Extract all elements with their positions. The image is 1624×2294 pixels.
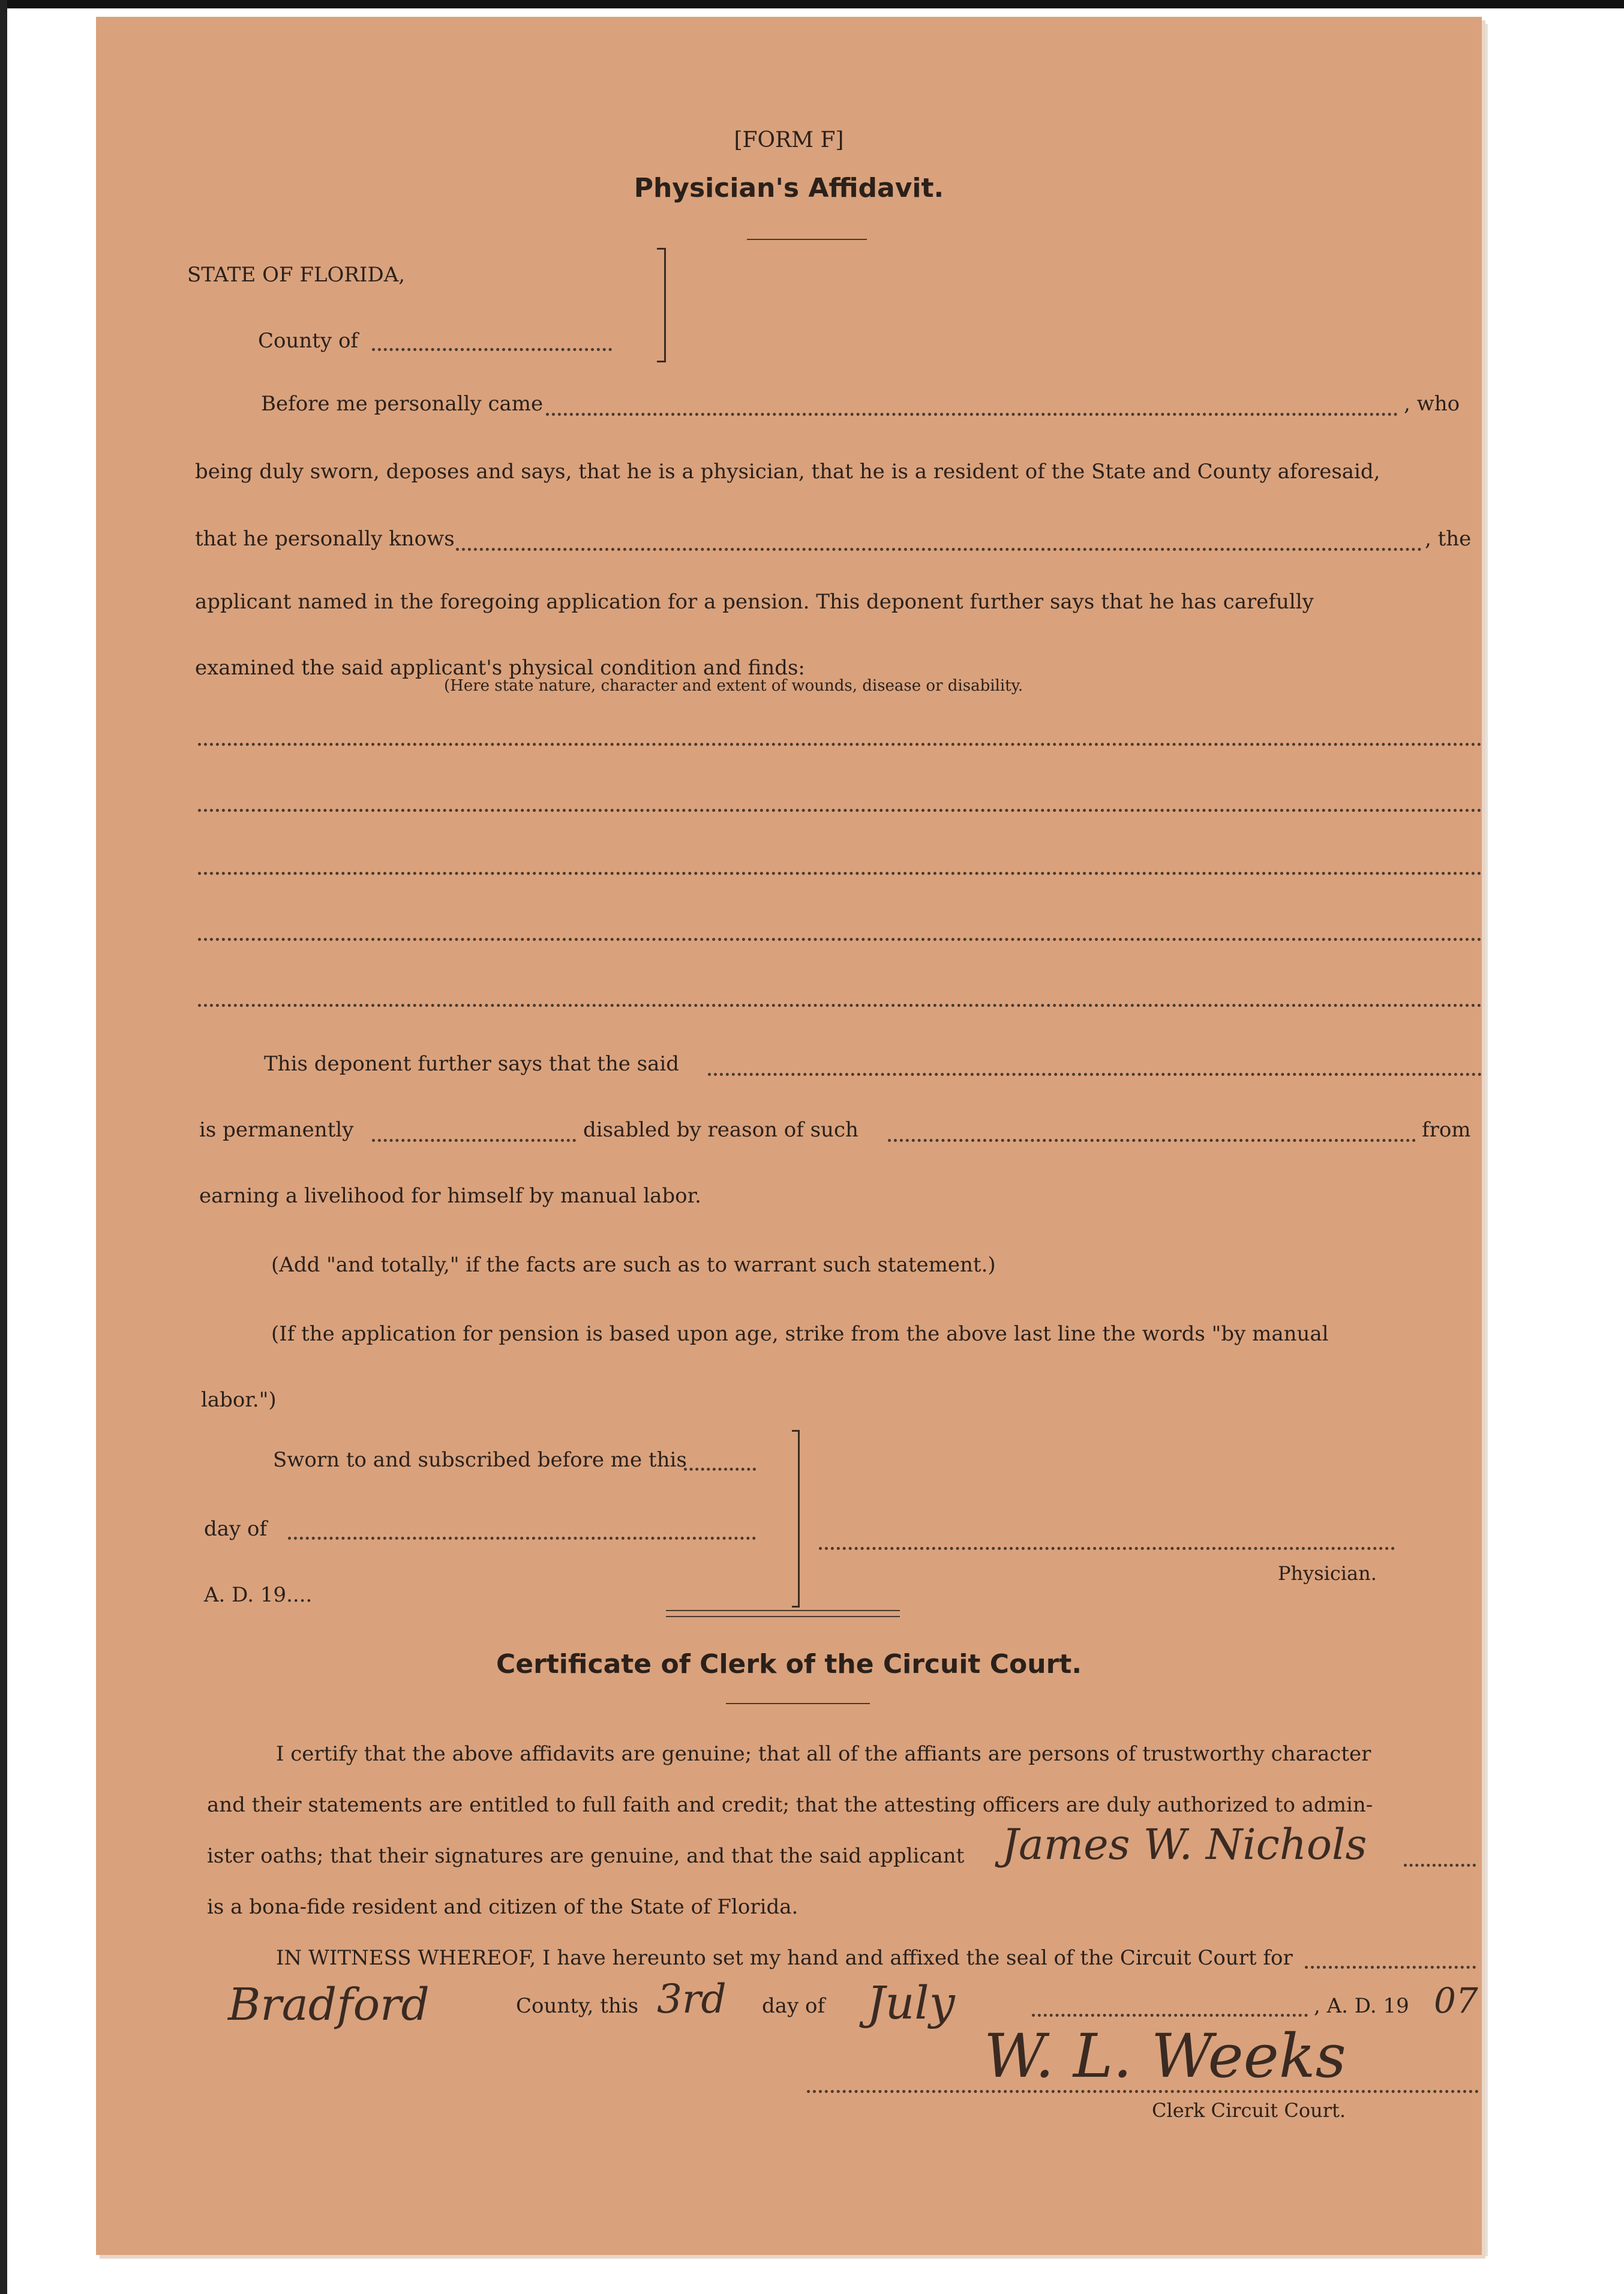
finding-line-3 <box>198 872 1482 875</box>
p7-text: is permanently <box>199 1118 354 1142</box>
month-blank <box>1032 2014 1308 2017</box>
finding-line-2 <box>198 809 1482 812</box>
finding-line-1 <box>198 743 1482 746</box>
c4-text: is a bona-fide resident and citizen of the State of Florida. <box>207 1895 799 1919</box>
divider-rule-2 <box>666 1616 900 1617</box>
p6-blank <box>708 1073 1482 1076</box>
scan-left-border <box>0 0 7 2294</box>
p5-text: examined the said applicant's physical condition and finds: <box>195 656 805 680</box>
p3-text: that he personally knows <box>195 527 455 551</box>
title-rule <box>747 239 867 240</box>
c3-text: ister oaths; that their signatures are genuine, and that the said applicant <box>207 1844 965 1868</box>
p7-blank-2 <box>888 1139 1416 1142</box>
p10-text: (If the application for pension is based upon age, strike from the above last line the words "by manual <box>271 1322 1329 1346</box>
p1-end: , who <box>1404 392 1460 416</box>
day-of-blank <box>288 1537 756 1540</box>
p8-text: earning a livelihood for himself by manual labor. <box>199 1184 701 1208</box>
p7-end: from <box>1422 1118 1471 1142</box>
p3-blank <box>456 548 1422 551</box>
divider-rule-1 <box>666 1610 900 1611</box>
witness-text: IN WITNESS WHEREOF, I have hereunto set my hand and affixed the seal of the Circuit Court for <box>276 1946 1293 1970</box>
sworn-blank <box>684 1468 756 1471</box>
sworn-brace <box>792 1430 800 1608</box>
form-label: [FORM F] <box>734 128 844 152</box>
p7-blank-1 <box>372 1139 576 1142</box>
p1-text: Before me personally came <box>261 392 544 416</box>
page-title: Physician's Affidavit. <box>634 173 944 203</box>
scan-top-border <box>0 0 1624 8</box>
certificate-title: Certificate of Clerk of the Circuit Court. <box>496 1649 1082 1680</box>
witness-ad-label: , A. D. 19 <box>1314 1994 1409 2018</box>
p5-note: (Here state nature, character and extent of wounds, disease or disability. <box>444 677 1023 695</box>
county-blank <box>372 348 612 351</box>
c2-text: and their statements are entitled to full faith and credit; that the attesting officers are duly authorized to admin- <box>207 1793 1373 1817</box>
p3-end: , the <box>1425 527 1472 551</box>
p2-text: being duly sworn, deposes and says, that he is a physician, that he is a resident of the State and County aforesaid, <box>195 460 1380 484</box>
witness-dayof-label: day of <box>762 1994 825 2018</box>
p6-text: This deponent further says that the said <box>264 1052 680 1076</box>
physician-label: Physician. <box>1278 1562 1377 1585</box>
day-of-label: day of <box>204 1517 268 1541</box>
c1-text: I certify that the above affidavits are genuine; that all of the affiants are persons of trustworthy character <box>276 1742 1371 1766</box>
certificate-rule <box>726 1703 870 1704</box>
applicant-name-handwritten: James W. Nichols <box>1002 1820 1367 1869</box>
affidavit-page <box>96 17 1482 2255</box>
county-label: County of <box>258 329 359 353</box>
witness-blank <box>1305 1966 1476 1969</box>
clerk-signature-handwritten: W. L. Weeks <box>984 2021 1346 2091</box>
p4-text: applicant named in the foregoing application for a pension. This deponent further says that he has carefully <box>195 590 1314 614</box>
physician-signature-line <box>819 1547 1395 1550</box>
day-handwritten: 3rd <box>657 1976 727 2022</box>
sworn-text: Sworn to and subscribed before me this <box>273 1448 687 1472</box>
county-handwritten: Bradford <box>228 1979 430 2031</box>
p11-text: labor.") <box>201 1388 277 1412</box>
p9-text: (Add "and totally," if the facts are such as to warrant such statement.) <box>271 1253 996 1277</box>
clerk-label: Clerk Circuit Court. <box>1152 2099 1346 2122</box>
finding-line-4 <box>198 938 1482 941</box>
month-handwritten: July <box>867 1976 955 2029</box>
witness-county-label: County, this <box>516 1994 639 2018</box>
finding-line-5 <box>198 1004 1482 1007</box>
ad-line: A. D. 19.... <box>204 1583 313 1607</box>
p7-middle: disabled by reason of such <box>583 1118 858 1142</box>
state-line: STATE OF FLORIDA, <box>187 263 406 287</box>
c3-blank <box>1404 1864 1476 1867</box>
state-brace <box>657 248 666 362</box>
p1-blank <box>546 413 1398 416</box>
year-handwritten: 07 <box>1434 1980 1478 2021</box>
